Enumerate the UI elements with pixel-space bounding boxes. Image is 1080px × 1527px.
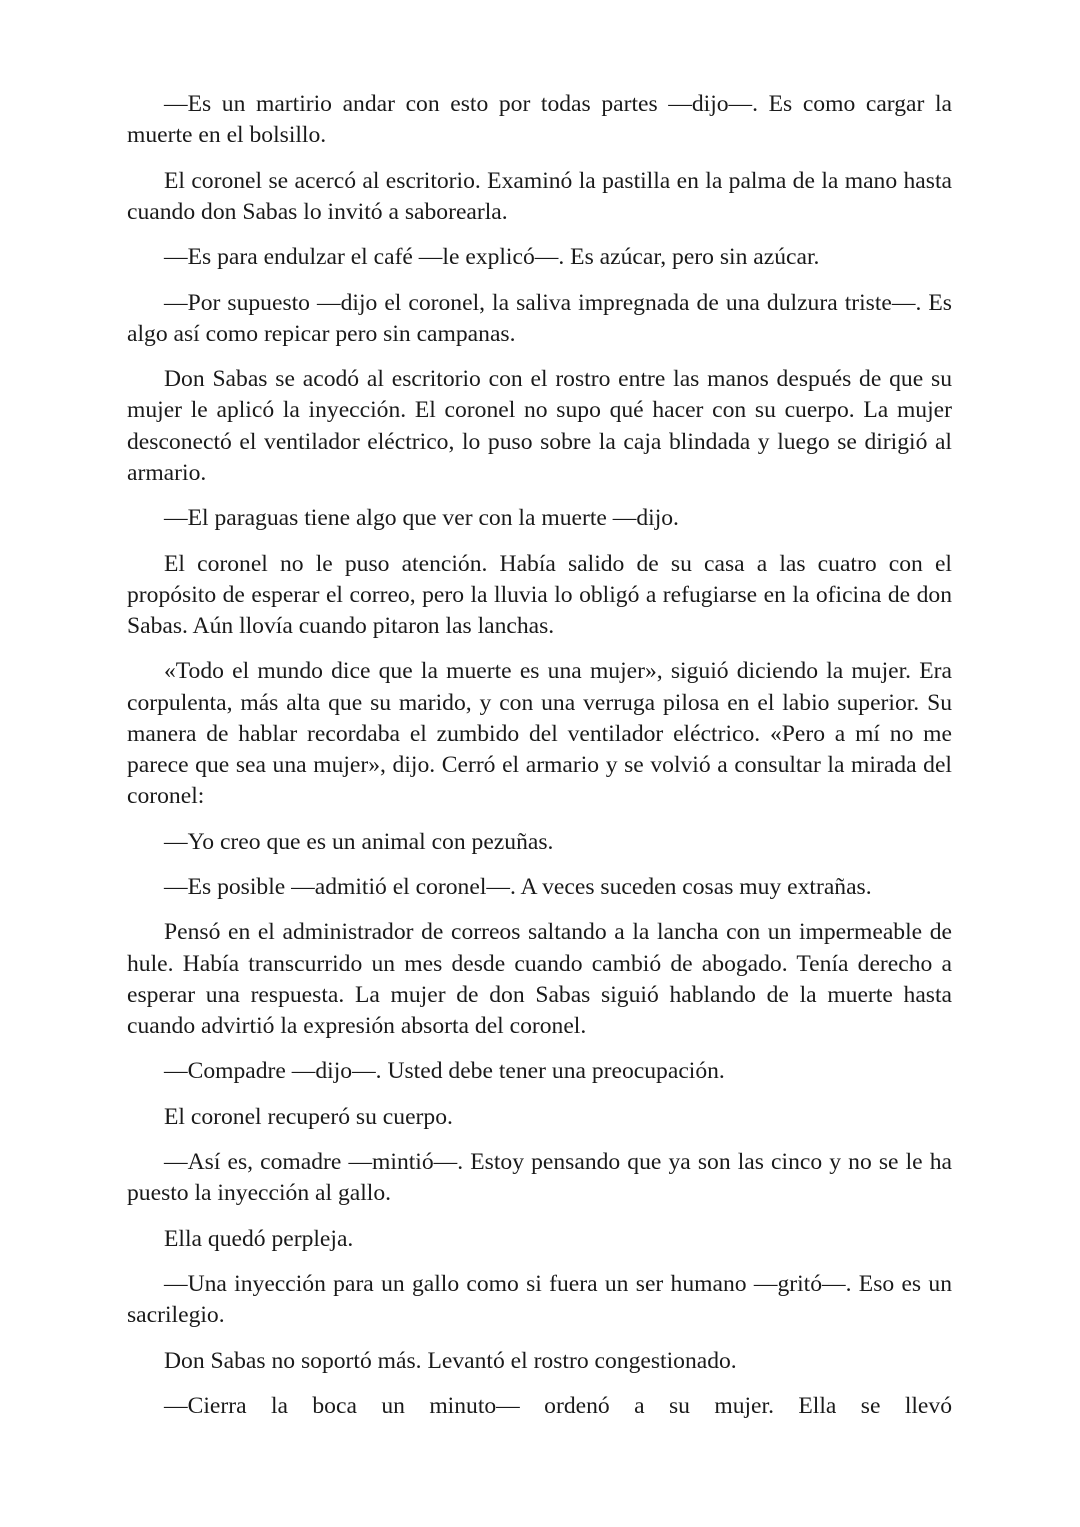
paragraph: El coronel se acercó al escritorio. Examinó la pastilla en la palma de la mano hasta cuando don Sabas lo invitó a saborearla. [127,167,952,225]
paragraph: —Cierra la boca un minuto— ordenó a su mujer. Ella se llevó [164,1393,952,1420]
paragraph: El coronel no le puso atención. Había salido de su casa a las cuatro con el propósito de esperar el correo, pero la lluvia lo obligó a refugiarse en la oficina de don Sabas. Aún llovía cuando pitaron las lanchas. [127,550,952,639]
paragraph: Pensó en el administrador de correos saltando a la lancha con un impermeable de hule. Había transcurrido un mes desde cuando cambió de abogado. Tenía derecho a esperar una respuesta. La mujer de don Sabas siguió hablando de la muerte hasta cuando advirtió la expresión absorta del coronel. [127,919,952,1039]
book-page [127,89,952,1436]
paragraph: —El paraguas tiene algo que ver con la muerte —dijo. [164,505,679,532]
paragraph: —Es para endulzar el café —le explicó—. Es azúcar, pero sin azúcar. [164,244,820,271]
paragraph: Don Sabas no soportó más. Levantó el rostro congestionado. [164,1347,737,1374]
paragraph: —Yo creo que es un animal con pezuñas. [164,828,554,855]
paragraph: Ella quedó perpleja. [164,1225,354,1252]
paragraph: —Es un martirio andar con esto por todas partes —dijo—. Es como cargar la muerte en el bolsillo. [127,91,952,149]
paragraph: —Por supuesto —dijo el coronel, la saliva impregnada de una dulzura triste—. Es algo así como repicar pero sin campanas. [127,289,952,347]
paragraph: —Compadre —dijo—. Usted debe tener una preocupación. [164,1058,725,1085]
paragraph: —Es posible —admitió el coronel—. A veces suceden cosas muy extrañas. [164,873,872,900]
paragraph: El coronel recuperó su cuerpo. [164,1103,453,1130]
paragraph: Don Sabas se acodó al escritorio con el rostro entre las manos después de que su mujer le aplicó la inyección. El coronel no supo qué hacer con su cuerpo. La mujer desconectó el ventilador eléctrico, lo puso sobre la caja blindada y luego se dirigió al armario. [127,366,952,486]
paragraph: —Así es, comadre —mintió—. Estoy pensando que ya son las cinco y no se le ha puesto la inyección al gallo. [127,1149,952,1207]
paragraph: «Todo el mundo dice que la muerte es una mujer», siguió diciendo la mujer. Era corpulenta, más alta que su marido, y con una verruga pilosa en el labio superior. Su manera de hablar recordaba el zumbido del ventilador eléctrico. «Pero a mí no me parece que sea una mujer», dijo. Cerró el armario y se volvió a consultar la mirada del coronel: [127,658,952,810]
paragraph: —Una inyección para un gallo como si fuera un ser humano —gritó—. Eso es un sacrilegio. [127,1271,952,1329]
